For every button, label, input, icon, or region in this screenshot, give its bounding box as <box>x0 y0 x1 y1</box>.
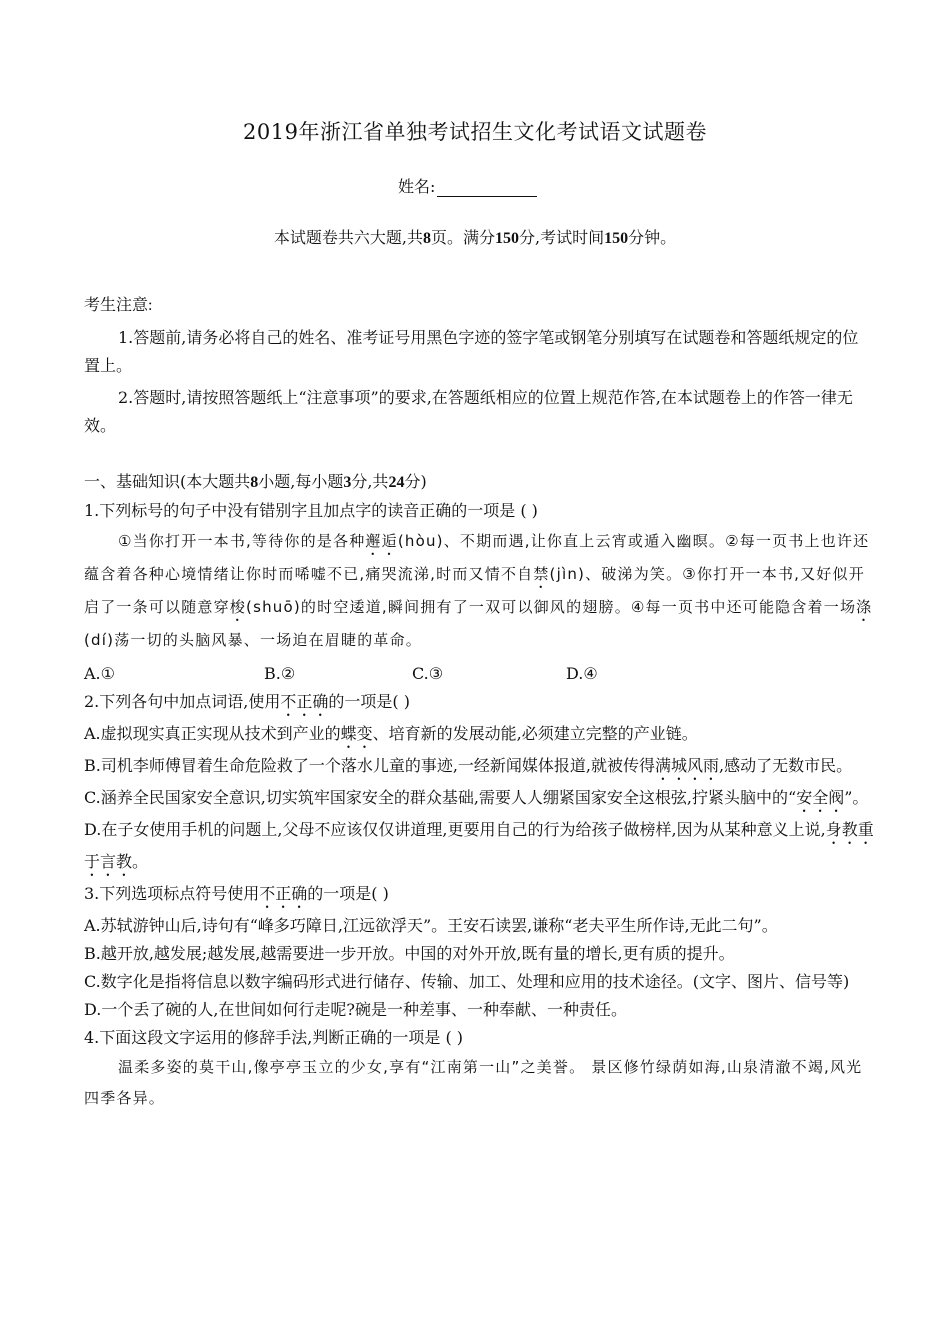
question-3-option-d: D.一个丢了碗的人,在世间如何行走呢?碗是一种差事、一种奉献、一种责任。 <box>84 1000 628 1019</box>
dotted-word: 不正确 <box>259 884 308 903</box>
question-1-stem: 1.下列标号的句子中没有错别字且加点字的读音正确的一项是 ( ) <box>84 501 538 520</box>
notice-item: 1.答题前,请务必将自己的姓名、准考证号用黑色字迹的签字笔或钢笔分别填写在试题卷和答题纸规定的位置上。 <box>84 328 859 375</box>
info-text: 页。满分 <box>430 228 495 247</box>
option-c[interactable]: C.③ <box>412 664 444 683</box>
dotted-word: 身教重于言教 <box>84 820 874 871</box>
heading-text: 一、基础知识(本大题共 <box>84 472 251 491</box>
option-text: ”。 <box>844 788 869 807</box>
passage-text: ①当你打开一本书,等待你的是各种 <box>118 532 366 550</box>
question-4-stem: 4.下面这段文字运用的修辞手法,判断正确的一项是 ( ) <box>84 1028 464 1047</box>
question-3-option-c: C.数字化是指将信息以数字编码形式进行储存、传输、加工、处理和应用的技术途径。(文字、图片、信号等) <box>84 972 850 991</box>
option-text: B.司机李师傅冒着生命危险救了一个落水儿童的事迹,一经新闻媒体报道,就被传得 <box>84 756 656 775</box>
question-2-option-c <box>84 784 874 816</box>
dotted-word: 不正确 <box>280 692 329 711</box>
section-heading <box>84 468 874 497</box>
info-pages: 8 <box>422 230 431 247</box>
option-b[interactable]: B.② <box>264 664 296 683</box>
exam-info <box>0 225 950 248</box>
option-text: ,感动了无数市民。 <box>719 756 853 775</box>
notice-heading: 考生注意: <box>84 297 153 314</box>
option-text: A.虚拟现实真正实现从技术到产业的 <box>84 724 341 743</box>
heading-text: 分) <box>404 472 427 491</box>
question-3-option-a: A.苏轼游钟山后,诗句有“峰多巧障日,江远欲浮天”。王安石读罢,谦称“老夫平生所作诗,无此二句”。 <box>84 916 778 935</box>
dotted-word: 满城风雨 <box>655 756 720 775</box>
dotted-word: 安全阀 <box>796 788 845 807</box>
info-text: 分,考试时间 <box>519 228 605 247</box>
dotted-word: 蝶变 <box>340 724 373 743</box>
page-title: 2019年浙江省单独考试招生文化考试语文试题卷 <box>243 120 707 144</box>
heading-text: 分,共 <box>351 472 389 491</box>
notice-item: 2.答题时,请按照答题纸上“注意事项”的要求,在答题纸相应的位置上规范作答,在本试题卷上的作答一律无效。 <box>84 388 853 435</box>
dotted-word: 禁 <box>533 565 550 583</box>
question-1-options <box>84 660 874 688</box>
heading-text: 小题,每小题 <box>258 472 344 491</box>
question-4-passage: 温柔多姿的莫干山,像亭亭玉立的少女,享有“江南第一山”之美誉。 景区修竹绿荫如海,山泉清澈不竭,风光四季各异。 <box>84 1058 863 1107</box>
stem-text: 3.下列选项标点符号使用 <box>84 884 260 903</box>
stem-text: 的一项是( ) <box>328 692 410 711</box>
info-time: 150 <box>604 230 629 247</box>
question-2-stem <box>84 688 874 720</box>
passage-text: (dí)荡一切的头脑风暴、一场迫在眉睫的革命。 <box>84 631 422 649</box>
notice-block <box>84 292 874 440</box>
heading-count: 8 <box>250 474 259 491</box>
name-blank-line[interactable] <box>437 178 537 197</box>
question-2-option-d <box>84 816 874 880</box>
question-1-passage <box>84 526 874 656</box>
info-score: 150 <box>495 230 519 247</box>
option-a[interactable]: A.① <box>84 664 115 683</box>
question-2-option-a <box>84 720 874 752</box>
passage-text: (shuō)的时空逶道,瞬间拥有了一双可以御风的翅膀。④每一页书中还可能隐含着一场 <box>246 598 857 616</box>
name-field <box>398 174 537 197</box>
name-label: 姓名: <box>398 177 436 196</box>
question-2-option-b <box>84 752 874 784</box>
section-one <box>84 468 874 1114</box>
dotted-word: 涤 <box>856 598 873 616</box>
option-d[interactable]: D.④ <box>566 664 598 683</box>
option-text: D.在子女使用手机的问题上,父母不应该仅仅讲道理,更要用自己的行为给孩子做榜样,因为从某种意义上说, <box>84 820 826 839</box>
heading-each: 3 <box>343 474 352 491</box>
option-text: 、培育新的发展动能,必须建立完整的产业链。 <box>372 724 698 743</box>
passage-text: (jìn)、破涕为笑。③你打开一本书,又好似开启了一条可以随意穿 <box>84 565 865 616</box>
passage-text: (hòu)、不期而遇,让你直上云宵或遁入幽暝。②每一页书上也许还蕴含着各种心境情绪让你时而唏嘘不已,痛哭流涕,时而又情不自 <box>84 532 870 583</box>
dotted-word: 梭 <box>229 598 247 616</box>
info-text: 分钟。 <box>628 228 677 247</box>
question-3-stem <box>84 880 874 912</box>
info-text: 本试题卷共六大题,共 <box>273 228 423 247</box>
option-text: C.涵养全民国家安全意识,切实筑牢国家安全的群众基础,需要人人绷紧国家安全这根弦,拧紧头脑中的“ <box>84 788 797 807</box>
stem-text: 的一项是( ) <box>307 884 389 903</box>
question-3-option-b: B.越开放,越发展;越发展,越需要进一步开放。中国的对外开放,既有量的增长,更有质的提升。 <box>84 944 735 963</box>
heading-total: 24 <box>388 474 405 491</box>
dotted-word: 邂逅 <box>365 532 398 550</box>
stem-text: 2.下列各句中加点词语,使用 <box>84 692 281 711</box>
option-text: 。 <box>132 852 149 871</box>
